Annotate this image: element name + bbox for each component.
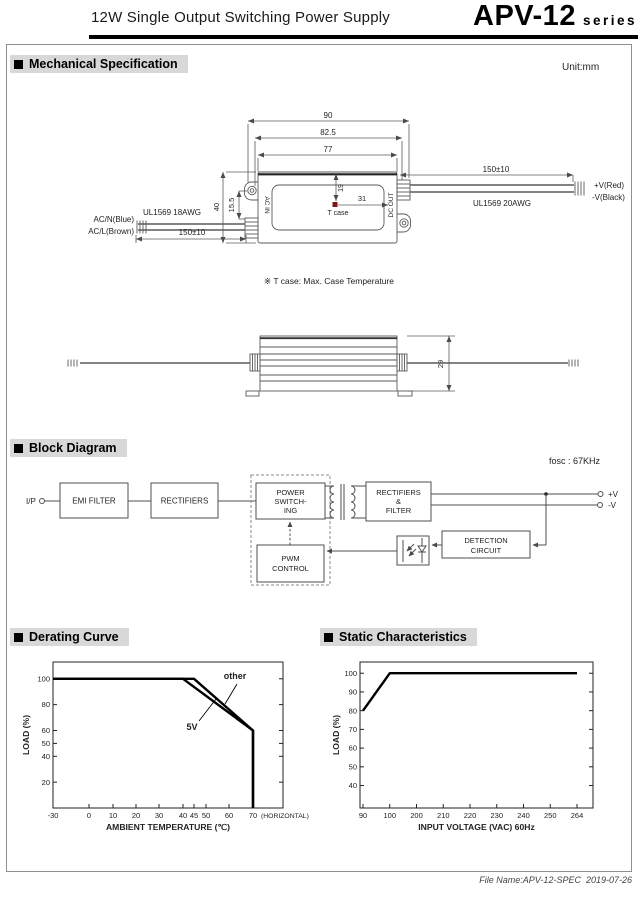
transformer-secondary-coil <box>351 486 355 518</box>
x-tick-label: 100 <box>383 811 397 820</box>
x-tick-label: 50 <box>201 811 211 820</box>
x-tick-label: 264 <box>570 811 584 820</box>
section-title: Block Diagram <box>29 441 117 455</box>
acl-label: AC/L(Brown) <box>88 227 134 236</box>
dc-out-label: DC OUT <box>388 192 395 218</box>
series-label: series <box>582 13 637 28</box>
plot-frame <box>53 662 283 808</box>
emi-filter-label: EMI FILTER <box>72 496 116 506</box>
x-tick-label: 220 <box>463 811 477 820</box>
power-switching-label: POWER <box>276 488 305 497</box>
file-info: File Name:APV-12-SPEC 2019-07-26 <box>479 875 632 885</box>
static-characteristics-chart <box>325 655 635 840</box>
x-tick-label: 20 <box>131 811 141 820</box>
x-axis-note: (HORIZONTAL) <box>261 813 309 820</box>
y-tick-label: 80 <box>41 700 50 710</box>
dim-31: 31 <box>357 194 367 203</box>
y-tick-label: 100 <box>344 668 357 678</box>
transformer-primary-coil <box>330 486 334 518</box>
mechanical-drawing <box>10 88 630 418</box>
vplus-terminal <box>598 492 603 497</box>
brand <box>473 0 637 33</box>
series-load <box>363 673 577 711</box>
pwm-control-label: CONTROL <box>272 564 309 573</box>
x-tick-label: 230 <box>490 811 504 820</box>
y-axis-label: LOAD (%) <box>331 714 341 756</box>
ip-label: I/P <box>26 497 36 506</box>
x-tick-label: 40 <box>178 811 188 820</box>
y-tick-label: 60 <box>348 743 357 753</box>
section-static-characteristics <box>320 628 477 646</box>
y-tick-label: 50 <box>41 738 50 748</box>
output-wire-label: UL1569 20AWG <box>473 199 531 208</box>
series-other <box>53 679 253 808</box>
wire-length-right: 150±10 <box>482 165 510 174</box>
y-tick-label: 90 <box>348 687 357 697</box>
y-axis-label: LOAD (%) <box>21 714 31 756</box>
section-mechanical-specification <box>10 55 188 73</box>
x-tick-label: 250 <box>543 811 557 820</box>
block-diagram-shapes <box>40 475 604 585</box>
block-diagram <box>10 462 630 617</box>
header-rule <box>89 35 638 39</box>
dim-29: 29 <box>436 359 445 369</box>
wire-length-left: 150±10 <box>178 228 206 237</box>
x-tick-label: 70 <box>248 811 258 820</box>
detection-circuit-label: CIRCUIT <box>470 546 502 555</box>
rectifiers-filter-label: RECTIFIERS <box>376 488 421 497</box>
x-tick-label: 200 <box>410 811 423 820</box>
section-bullet-icon <box>14 60 23 69</box>
annotation-leader <box>199 699 216 721</box>
power-switching-label: SWITCH- <box>274 497 307 506</box>
x-tick-label: 45 <box>189 811 199 820</box>
dim-90: 90 <box>323 111 333 120</box>
vplus-output-label: +V <box>608 490 619 499</box>
ac-in-label: AC IN <box>263 196 270 214</box>
section-title: Mechanical Specification <box>29 57 178 71</box>
top-view-labels <box>88 111 625 368</box>
vminus-label: -V(Black) <box>592 193 625 202</box>
optocoupler-icon <box>397 536 429 565</box>
y-tick-label: 40 <box>41 751 50 761</box>
pwm-control-label: PWM <box>281 554 300 563</box>
fosc-label: fosc : 67KHz <box>549 456 601 466</box>
section-bullet-icon <box>14 633 23 642</box>
x-tick-label: 10 <box>108 811 118 820</box>
dim-82-5: 82.5 <box>320 128 336 137</box>
acn-label: AC/N(Blue) <box>93 215 134 224</box>
page-title: 12W Single Output Switching Power Supply <box>91 9 390 26</box>
y-tick-label: 20 <box>41 777 50 787</box>
x-tick-label: 210 <box>436 811 450 820</box>
vplus-label: +V(Red) <box>594 181 625 190</box>
section-derating-curve <box>10 628 129 646</box>
x-tick-label: 60 <box>224 811 234 820</box>
model-name: APV-12 <box>473 0 576 32</box>
rectifiers-label: RECTIFIERS <box>160 496 209 506</box>
series-5V <box>53 679 253 808</box>
tcase-point <box>333 202 338 207</box>
side-view-drawing <box>68 336 578 396</box>
y-tick-label: 70 <box>348 724 357 734</box>
derating-curve-chart <box>15 655 325 840</box>
power-switching-label: ING <box>283 506 298 515</box>
x-tick-label: 30 <box>154 811 164 820</box>
x-tick-label: 240 <box>517 811 530 820</box>
y-tick-label: 40 <box>348 781 357 791</box>
x-tick-label: -30 <box>47 811 59 820</box>
y-tick-label: 80 <box>348 706 357 716</box>
section-title: Static Characteristics <box>339 630 467 644</box>
vminus-output-label: -V <box>608 501 616 510</box>
unit-label: Unit:mm <box>562 62 600 73</box>
x-tick-label: 90 <box>358 811 368 820</box>
x-axis-label: AMBIENT TEMPERATURE (℃) <box>105 822 231 832</box>
section-title: Derating Curve <box>29 630 119 644</box>
dim-19: 19 <box>338 184 345 192</box>
dim-40: 40 <box>212 202 221 212</box>
y-tick-label: 100 <box>37 674 50 684</box>
input-wire-label: UL1569 18AWG <box>143 208 201 217</box>
rectifiers-filter-label: FILTER <box>385 506 412 515</box>
section-bullet-icon <box>14 444 23 453</box>
tcase-label: T case <box>327 210 349 217</box>
detection-circuit-label: DETECTION <box>464 536 508 545</box>
dim-15-5: 15.5 <box>227 197 236 213</box>
y-tick-label: 50 <box>348 762 357 772</box>
x-tick-label: 0 <box>86 811 92 820</box>
x-axis-label: INPUT VOLTAGE (VAC) 60Hz <box>418 822 535 832</box>
vminus-terminal <box>598 503 603 508</box>
series-annotation: other <box>223 671 247 681</box>
tcase-note: ※ T case: Max. Case Temperature <box>264 276 394 286</box>
y-tick-label: 60 <box>41 726 50 736</box>
section-bullet-icon <box>324 633 333 642</box>
dim-77: 77 <box>323 145 333 154</box>
annotation-leader <box>225 684 237 704</box>
series-annotation: 5V <box>186 722 198 732</box>
rectifiers-filter-label: & <box>395 497 402 506</box>
plot-frame <box>360 662 593 808</box>
section-block-diagram <box>10 439 127 457</box>
